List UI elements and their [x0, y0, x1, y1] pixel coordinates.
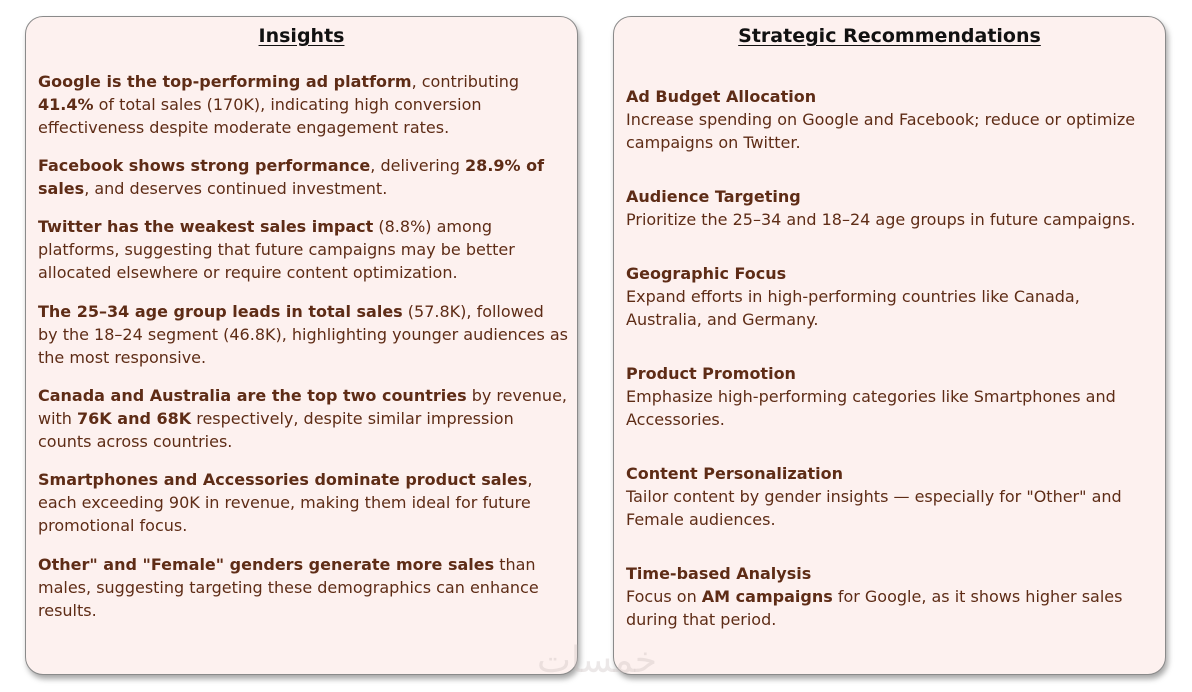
recommendation-heading: Time-based Analysis — [626, 564, 812, 583]
insight-text-bold: 41.4% — [38, 95, 94, 114]
insight-item — [38, 215, 568, 284]
recommendation-text-bold: AM campaigns — [701, 587, 833, 606]
insight-item — [38, 553, 568, 622]
watermark-logo: خمسات — [536, 640, 658, 681]
recommendation-item — [626, 362, 1158, 431]
recommendation-text: Prioritize the 25–34 and 18–24 age groups in future campaigns. — [626, 210, 1136, 229]
recommendation-text: Expand efforts in high-performing countries like Canada, Australia, and Germany. — [626, 287, 1080, 329]
insight-text-bold: Smartphones and Accessories dominate product sales — [38, 470, 528, 489]
insight-text: than males, suggesting targeting these demographics can enhance results. — [38, 555, 539, 620]
recommendation-item — [626, 562, 1158, 631]
recommendation-heading: Content Personalization — [626, 464, 843, 483]
insight-item — [38, 70, 568, 139]
recommendation-text: Focus on — [626, 587, 702, 606]
insights-panel — [25, 16, 578, 675]
insight-text-bold: Other" and "Female" genders generate more sales — [38, 555, 495, 574]
recommendations-title: Strategic Recommendations — [738, 25, 1041, 47]
insight-text: of total sales (170K), indicating high conversion effectiveness despite moderate engagement rates. — [38, 95, 482, 137]
insight-text-bold: Google is the top-performing ad platform — [38, 72, 412, 91]
recommendation-body — [626, 108, 1158, 154]
recommendation-text: Emphasize high-performing categories like Smartphones and Accessories. — [626, 387, 1116, 429]
insights-title: Insights — [258, 25, 345, 47]
recommendation-heading: Ad Budget Allocation — [626, 87, 817, 106]
recommendation-item — [626, 262, 1158, 331]
recommendation-body — [626, 285, 1158, 331]
recommendation-body — [626, 385, 1158, 431]
recommendation-item — [626, 185, 1158, 231]
recommendation-heading: Audience Targeting — [626, 187, 801, 206]
insight-item — [38, 154, 568, 200]
insight-text: (8.8%) among platforms, suggesting that future campaigns may be better allocated elsewhere or require content optimization. — [38, 217, 515, 282]
insight-item — [38, 300, 568, 369]
recommendation-text: Increase spending on Google and Facebook; reduce or optimize campaigns on Twitter. — [626, 110, 1136, 152]
insight-text-bold: Facebook shows strong performance — [38, 156, 371, 175]
insight-text-bold: The 25–34 age group leads in total sales — [38, 302, 403, 321]
recommendations-panel — [613, 16, 1166, 675]
insight-text-bold: Twitter has the weakest sales impact — [38, 217, 374, 236]
insight-text: (57.8K), followed by the 18–24 segment (46.8K), highlighting younger audiences as the most responsive. — [38, 302, 569, 367]
insight-item — [38, 384, 568, 453]
recommendation-item — [626, 85, 1158, 154]
recommendation-text: Tailor content by gender insights — especially for "Other" and Female audiences. — [626, 487, 1122, 529]
insight-text-bold: Canada and Australia are the top two countries — [38, 386, 467, 405]
recommendation-body — [626, 208, 1158, 231]
insight-text: , each exceeding 90K in revenue, making them ideal for future promotional focus. — [38, 470, 533, 535]
insight-text-bold: 76K and 68K — [77, 409, 192, 428]
recommendation-body — [626, 585, 1158, 631]
recommendation-body — [626, 485, 1158, 531]
insight-text: , and deserves continued investment. — [84, 179, 388, 198]
recommendation-item — [626, 462, 1158, 531]
recommendation-heading: Geographic Focus — [626, 264, 787, 283]
insight-text-bold: 28.9% of sales — [38, 156, 545, 198]
insight-text: , delivering — [370, 156, 466, 175]
insight-text: , contributing — [411, 72, 520, 91]
recommendation-text: for Google, as it shows higher sales during that period. — [626, 587, 1123, 629]
recommendation-heading: Product Promotion — [626, 364, 796, 383]
insight-text: by revenue, with — [38, 386, 567, 428]
insight-text: respectively, despite similar impression counts across countries. — [38, 409, 514, 451]
insight-item — [38, 468, 568, 537]
